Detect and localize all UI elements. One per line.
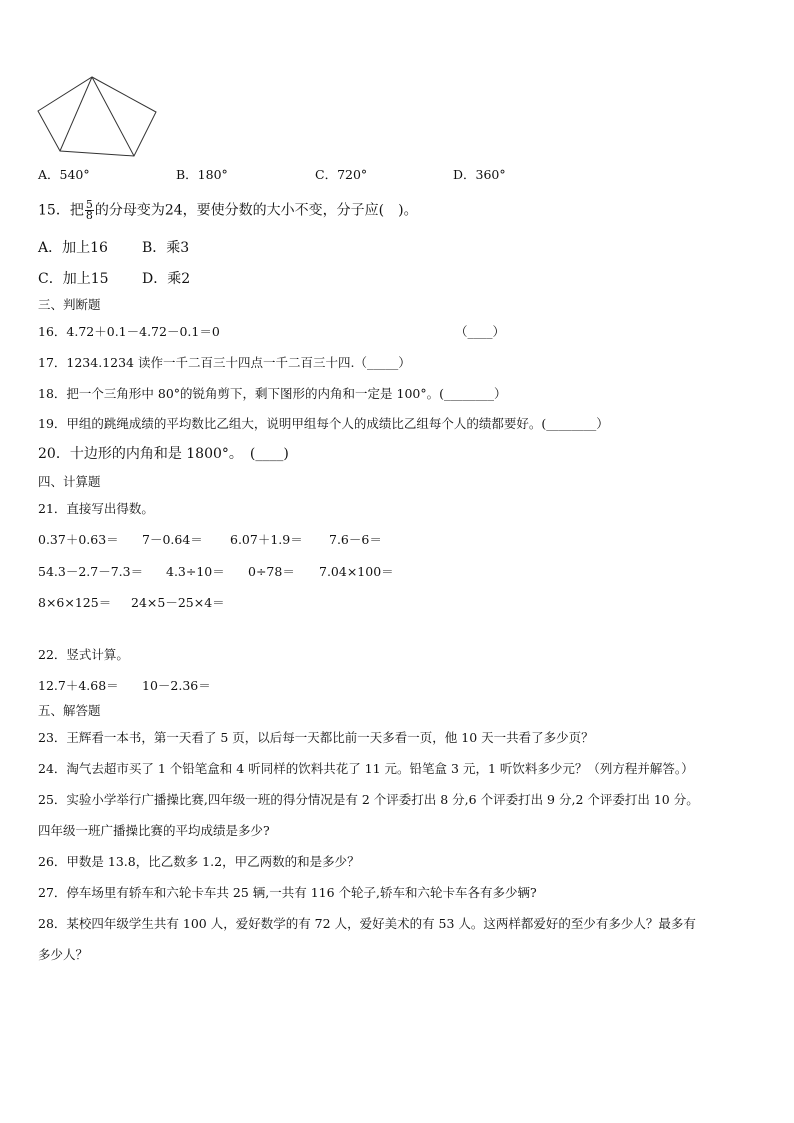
q15-frac-numerator: 5 bbox=[85, 198, 93, 211]
q14-option-a: A．540° bbox=[38, 167, 90, 182]
q17-text: 17．1234.1234 读作一千二百三十四点一千二百三十四.（_____） bbox=[38, 355, 411, 370]
calc-item: 7.04×100＝ bbox=[319, 564, 394, 579]
q15-option-a: A．加上16 bbox=[38, 240, 108, 256]
q14-option-d: D．360° bbox=[453, 167, 506, 182]
q15-frac-denominator: 8 bbox=[85, 209, 93, 222]
q22-text: 22．竖式计算。 bbox=[38, 647, 129, 662]
pentagon-divided-into-triangles-icon bbox=[38, 77, 156, 156]
q15-prefix: 15．把 bbox=[38, 202, 84, 219]
q16-text: 16．4.72＋0.1－4.72－0.1＝0 bbox=[38, 324, 220, 339]
q18-text: 18．把一个三角形中 80°的锐角剪下，剩下图形的内角和一定是 100°。(________） bbox=[38, 386, 507, 401]
q14-option-b: B．180° bbox=[176, 167, 228, 182]
calc-item: 6.07＋1.9＝ bbox=[230, 532, 303, 547]
q15-question bbox=[38, 200, 418, 221]
calc-item: 24×5－25×4＝ bbox=[131, 595, 225, 610]
q16-blank: （____） bbox=[455, 324, 506, 339]
q24-text: 24．淘气去超市买了 1 个铅笔盒和 4 听同样的饮料共花了 11 元。铅笔盒 3 元，1 听饮料多少元？（列方程并解答。） bbox=[38, 761, 694, 776]
calc-item: 10－2.36＝ bbox=[142, 678, 211, 693]
q25-text-line2: 四年级一班广播操比赛的平均成绩是多少? bbox=[38, 823, 270, 838]
calc-item: 54.3－2.7－7.3＝ bbox=[38, 564, 144, 579]
q15-option-c: C．加上15 bbox=[38, 271, 109, 287]
q25-text-line1: 25．实验小学举行广播操比赛,四年级一班的得分情况是有 2 个评委打出 8 分,6 个评委打出 9 分,2 个评委打出 10 分。 bbox=[38, 792, 699, 807]
q15-option-d: D．乘2 bbox=[142, 271, 191, 287]
section3-title: 三、判断题 bbox=[38, 297, 101, 312]
calc-item: 0÷78＝ bbox=[248, 564, 295, 579]
q15-option-b: B．乘3 bbox=[142, 240, 190, 256]
q19-text: 19．甲组的跳绳成绩的平均数比乙组大，说明甲组每个人的成绩比乙组每个人的绩都要好。(________） bbox=[38, 416, 609, 431]
calc-item: 8×6×125＝ bbox=[38, 595, 112, 610]
q15-suffix: 的分母变为24，要使分数的大小不变，分子应( )。 bbox=[94, 202, 418, 219]
section5-title: 五、解答题 bbox=[38, 703, 101, 718]
calc-item: 4.3÷10＝ bbox=[166, 564, 225, 579]
calc-item: 7－0.64＝ bbox=[142, 532, 203, 547]
calc-item: 0.37＋0.63＝ bbox=[38, 532, 119, 547]
section4-title: 四、计算题 bbox=[38, 474, 101, 489]
pentagon-figure bbox=[36, 74, 160, 158]
q14-option-c: C．720° bbox=[315, 167, 368, 182]
q28-text-line1: 28．某校四年级学生共有 100 人，爱好数学的有 72 人，爱好美术的有 53 人。这两样都爱好的至少有多少人？最多有 bbox=[38, 916, 696, 931]
q27-text: 27．停车场里有轿车和六轮卡车共 25 辆,一共有 116 个轮子,轿车和六轮卡车各有多少辆? bbox=[38, 885, 537, 900]
q21-text: 21．直接写出得数。 bbox=[38, 501, 154, 516]
q15-fraction bbox=[85, 200, 94, 221]
calc-item: 7.6－6＝ bbox=[329, 532, 382, 547]
calc-item: 12.7＋4.68＝ bbox=[38, 678, 119, 693]
q28-text-line2: 多少人？ bbox=[38, 947, 89, 962]
q23-text: 23．王辉看一本书，第一天看了 5 页，以后每一天都比前一天多看一页，他 10 天一共看了多少页？ bbox=[38, 730, 594, 745]
q26-text: 26．甲数是 13.8，比乙数多 1.2，甲乙两数的和是多少？ bbox=[38, 854, 360, 869]
q20-text: 20．十边形的内角和是 1800°。 (____) bbox=[38, 446, 289, 462]
